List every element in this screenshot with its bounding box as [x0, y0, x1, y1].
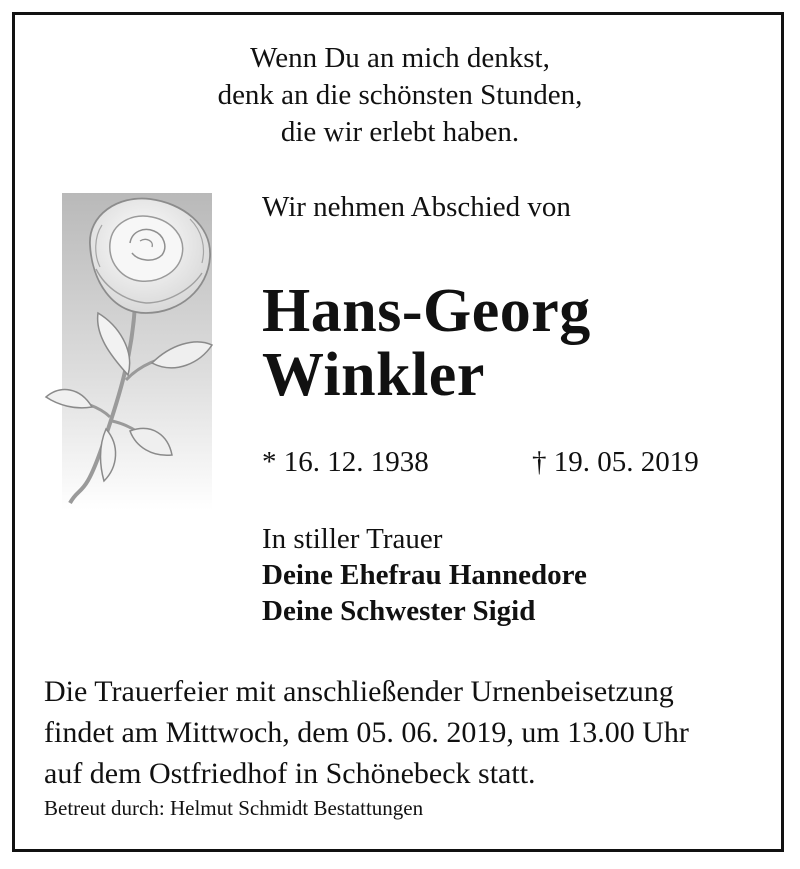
poem-line-1: Wenn Du an mich denkst, — [250, 42, 550, 74]
farewell-intro: Wir nehmen Abschied von — [262, 191, 571, 223]
poem-line-3: die wir erlebt haben. — [280, 116, 520, 148]
poem-line-2: denk an die schönsten Stunden, — [217, 79, 583, 111]
rose-illustration — [40, 185, 240, 510]
ceremony-line-2: findet am Mittwoch, dem 05. 06. 2019, um 13.00 Uhr — [44, 716, 689, 749]
ceremony-line-3: auf dem Ostfriedhof in Schönebeck statt. — [44, 757, 536, 790]
mourning-heading: In stiller Trauer — [262, 523, 443, 555]
poem — [0, 40, 800, 151]
ceremony-info — [44, 671, 764, 794]
deceased-last-name: Winkler — [262, 341, 485, 409]
deceased-name — [262, 279, 591, 407]
mourners-block — [262, 521, 587, 629]
birth-date: * 16. 12. 1938 — [262, 446, 429, 478]
mourner-line-1: Deine Ehefrau Hannedore — [262, 559, 587, 591]
funeral-home-credit: Betreut durch: Helmut Schmidt Bestattungen — [44, 796, 424, 820]
mourner-line-2: Deine Schwester Sigid — [262, 595, 536, 627]
death-date: † 19. 05. 2019 — [532, 446, 699, 478]
ceremony-line-1: Die Trauerfeier mit anschließender Urnenbeisetzung — [44, 675, 674, 708]
deceased-first-name: Hans-Georg — [262, 277, 591, 345]
